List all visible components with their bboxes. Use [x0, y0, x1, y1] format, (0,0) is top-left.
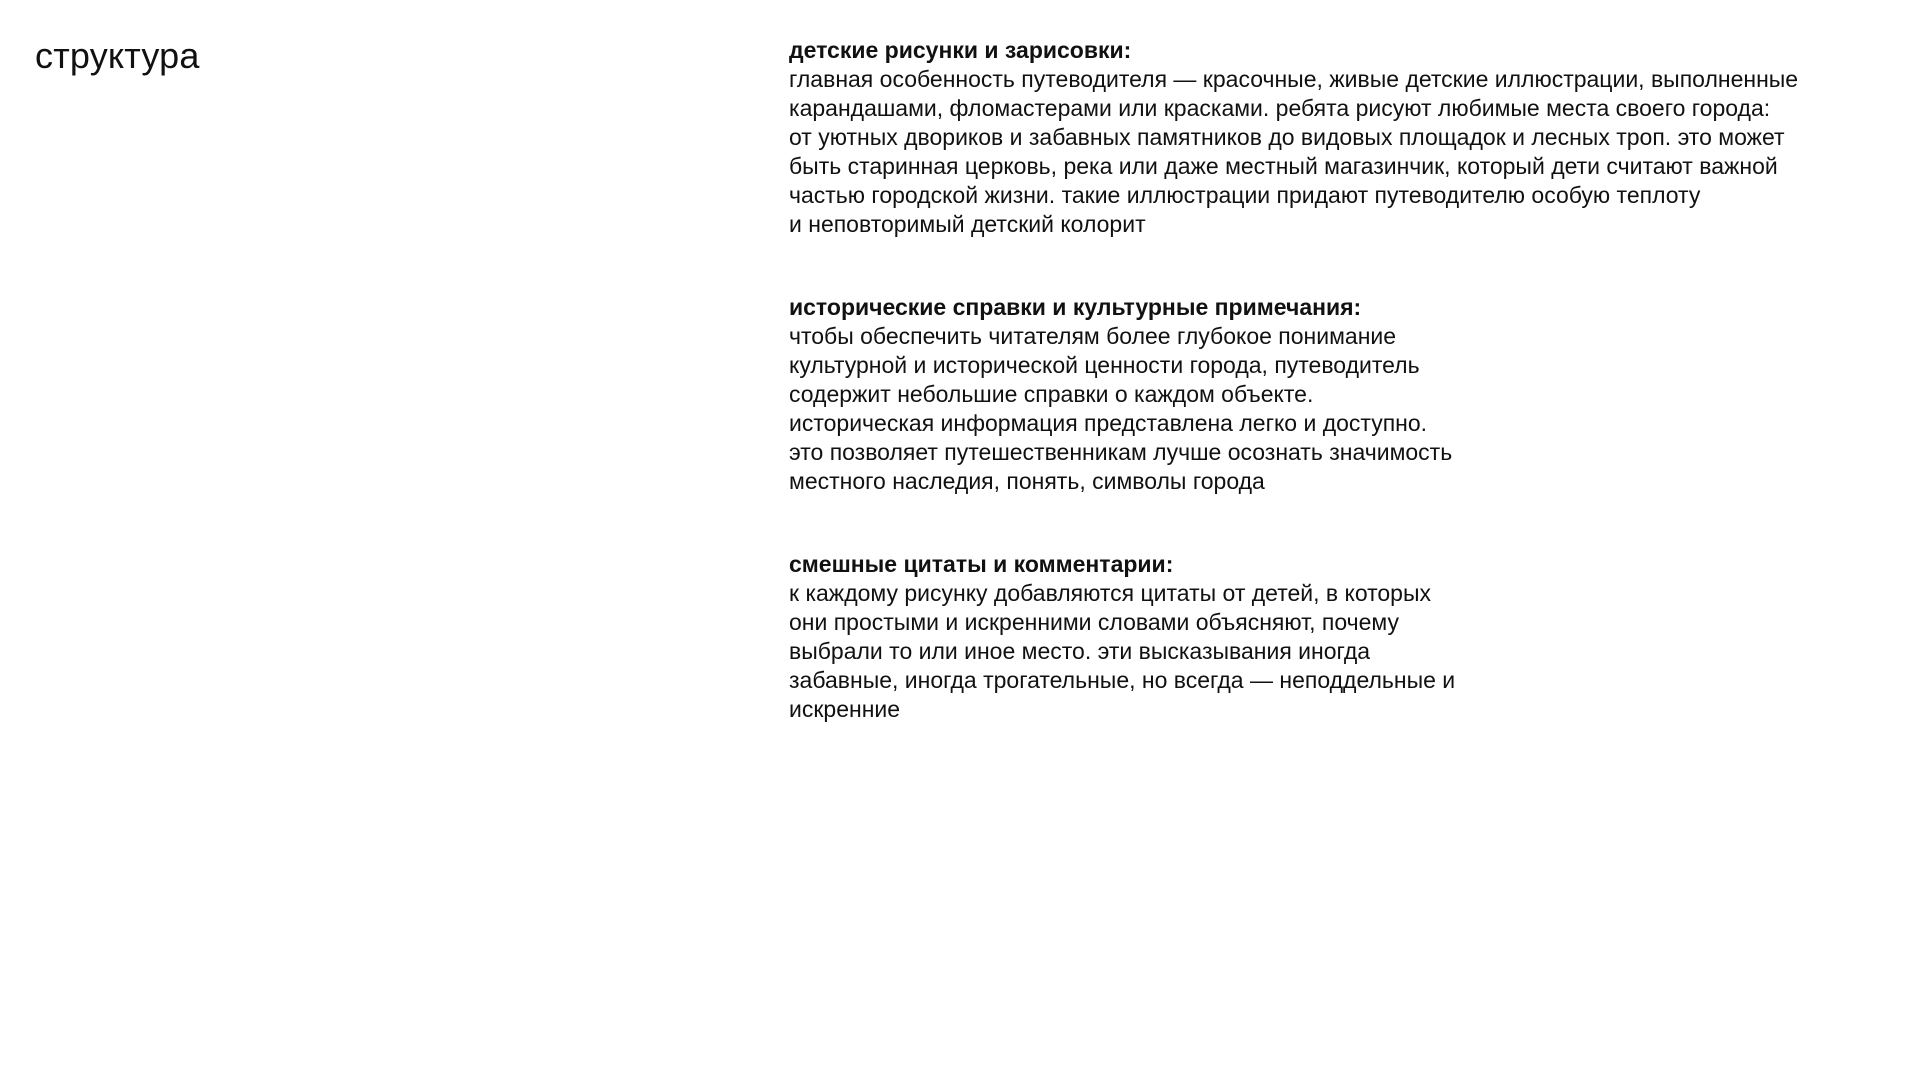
paragraph-line: содержит небольшие справки о каждом объекте.: [789, 381, 1314, 407]
paragraph-line: искренние: [789, 696, 901, 722]
section-historical-notes: [789, 293, 1899, 496]
paragraph-line: быть старинная церковь, река или даже местный магазинчик, который дети считают важной: [789, 153, 1778, 179]
paragraph-line: историческая информация представлена легко и доступно.: [789, 410, 1428, 436]
paragraph-line: культурной и исторической ценности города, путеводитель: [789, 352, 1420, 378]
paragraph-line: забавные, иногда трогательные, но всегда — неподдельные и: [789, 667, 1456, 693]
section-heading: смешные цитаты и комментарии:: [789, 551, 1174, 577]
paragraph-line: местного наследия, понять, символы города: [789, 468, 1265, 494]
section-heading: исторические справки и культурные примечания:: [789, 294, 1362, 320]
section-heading: детские рисунки и зарисовки:: [789, 37, 1132, 63]
paragraph-line: главная особенность путеводителя — красочные, живые детские иллюстрации, выполненные: [789, 66, 1799, 92]
paragraph-line: от уютных двориков и забавных памятников до видовых площадок и лесных троп. это может: [789, 124, 1785, 150]
paragraph-line: карандашами, фломастерами или красками. ребята рисуют любимые места своего города:: [789, 95, 1771, 121]
paragraph-line: чтобы обеспечить читателям более глубокое понимание: [789, 323, 1397, 349]
paragraph-line: и неповторимый детский колорит: [789, 211, 1146, 237]
paragraph-line: выбрали то или иное место. эти высказывания иногда: [789, 638, 1371, 664]
page-title: структура: [35, 35, 200, 76]
paragraph-line: они простыми и искренними словами объясняют, почему: [789, 609, 1399, 635]
paragraph-line: к каждому рисунку добавляются цитаты от детей, в которых: [789, 580, 1432, 606]
section-funny-quotes: [789, 550, 1899, 724]
paragraph-line: частью городской жизни. такие иллюстрации придают путеводителю особую теплоту: [789, 182, 1701, 208]
section-children-drawings: [789, 36, 1899, 239]
paragraph-line: это позволяет путешественникам лучше осознать значимость: [789, 439, 1453, 465]
content-column: [789, 36, 1899, 778]
